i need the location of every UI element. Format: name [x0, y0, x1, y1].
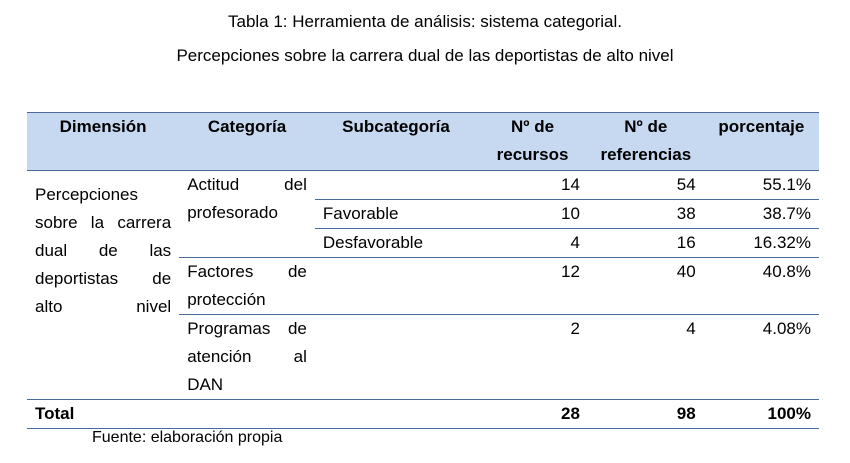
porcentaje-cell: 55.1%: [704, 171, 819, 200]
referencias-cell: 16: [588, 229, 704, 258]
recursos-cell: 14: [477, 171, 588, 200]
referencias-cell: 54: [588, 171, 704, 200]
total-referencias: 98: [588, 400, 704, 429]
total-porcentaje: 100%: [704, 400, 819, 429]
referencias-cell: 40: [588, 258, 704, 315]
categorial-table: [27, 112, 819, 429]
recursos-cell: 2: [570, 319, 580, 338]
header-recursos: Nº de recursos: [477, 113, 588, 171]
recursos-cell: 12: [477, 258, 588, 315]
porcentaje-cell: 38.7%: [704, 200, 819, 229]
recursos-cell: 4: [477, 229, 588, 258]
header-row: [27, 113, 819, 171]
subcategoria-cell: Desfavorable: [315, 229, 477, 258]
header-subcategoria: Subcategoría: [315, 113, 477, 171]
porcentaje-cell: 16.32%: [704, 229, 819, 258]
total-recursos: 28: [477, 400, 588, 429]
table-title: Tabla 1: Herramienta de análisis: sistema categorial.: [227, 12, 623, 31]
header-dimension: Dimensión: [27, 113, 179, 171]
subcategoria-cell: [315, 315, 477, 400]
subcategoria-cell: Favorable: [315, 200, 477, 229]
categoria-cell: Factores de protección: [179, 258, 315, 315]
header-porcentaje: porcentaje: [704, 113, 819, 171]
table-subtitle: Percepciones sobre la carrera dual de las deportistas de alto nivel: [176, 46, 674, 65]
porcentaje-cell: 4.08%: [762, 319, 811, 338]
porcentaje-cell: 40.8%: [704, 258, 819, 315]
header-categoria: Categoría: [179, 113, 315, 171]
recursos-cell: 10: [477, 200, 588, 229]
categoria-cell: Actitud del profesorado: [179, 171, 315, 258]
source-note: Fuente: elaboración propia: [92, 429, 283, 446]
dimension-cell: Percepciones sobre la carrera dual de las deportistas de alto nivel: [35, 185, 172, 316]
referencias-cell: 4: [686, 319, 696, 338]
subcategoria-cell: [315, 258, 477, 315]
header-referencias: Nº de referencias: [588, 113, 704, 171]
subcategoria-cell: [315, 171, 477, 200]
total-row: [27, 400, 819, 429]
categoria-cell: Programas de atención al DAN: [187, 319, 307, 394]
total-label: Total: [27, 400, 477, 429]
table-row: [27, 171, 819, 200]
referencias-cell: 38: [588, 200, 704, 229]
